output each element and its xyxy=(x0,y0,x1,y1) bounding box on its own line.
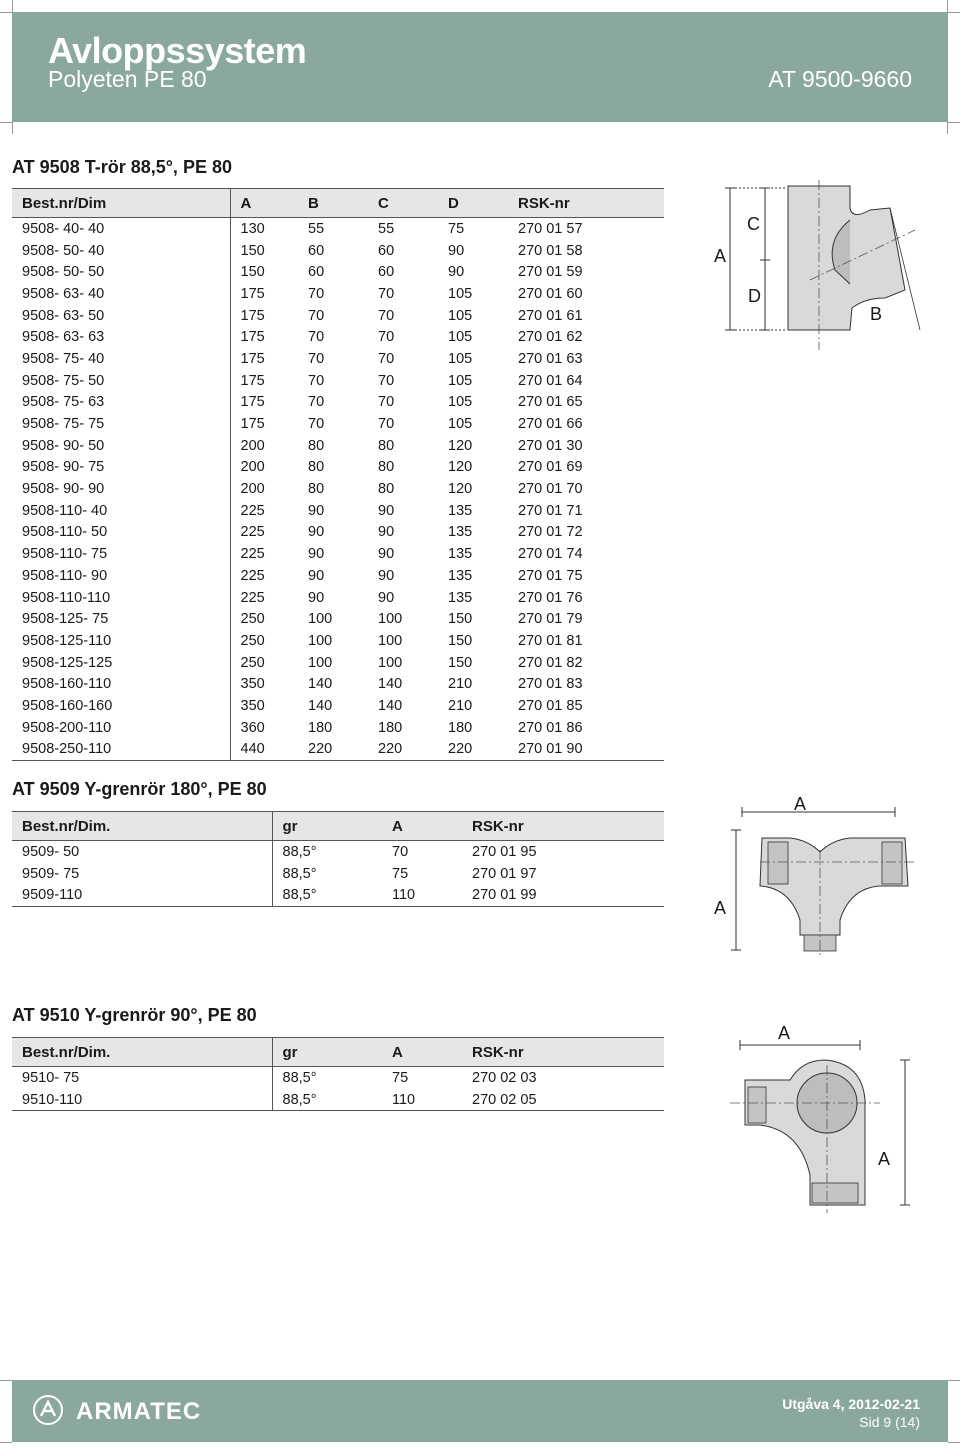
table-row xyxy=(12,370,664,392)
column-header: RSK-nr xyxy=(508,189,664,218)
column-header: Best.nr/Dim xyxy=(12,189,230,218)
table-cell: 80 xyxy=(308,481,325,498)
y-branch-180-table xyxy=(12,811,664,907)
table-cell: 270 01 74 xyxy=(518,546,583,563)
table-cell: 270 01 66 xyxy=(518,416,583,433)
table-cell: 440 xyxy=(230,739,298,761)
crop-mark xyxy=(12,0,13,12)
table-row xyxy=(12,305,664,327)
table-cell: 270 01 59 xyxy=(518,264,583,281)
table-row xyxy=(12,565,664,587)
table-row xyxy=(12,240,664,262)
table-cell: 175 xyxy=(230,305,298,327)
table-cell: 70 xyxy=(378,307,395,324)
crop-mark xyxy=(12,122,13,134)
table-cell: 90 xyxy=(378,502,395,519)
armatec-logo-icon xyxy=(32,1394,64,1426)
table-cell: 175 xyxy=(230,326,298,348)
table-row xyxy=(12,218,664,240)
table-cell: 90 xyxy=(308,546,325,563)
table-cell: 200 xyxy=(230,435,298,457)
table-cell: 9508-200-110 xyxy=(22,719,112,736)
column-header: Best.nr/Dim. xyxy=(12,1038,272,1067)
table-cell: 270 01 65 xyxy=(518,394,583,411)
table-row xyxy=(12,739,664,761)
table-cell: 90 xyxy=(308,524,325,541)
table-cell: 350 xyxy=(230,673,298,695)
table-row xyxy=(12,435,664,457)
document-title: Avloppssystem xyxy=(48,30,307,71)
table-cell: 270 01 60 xyxy=(518,285,583,302)
crop-mark xyxy=(0,1380,12,1381)
table-cell: 105 xyxy=(448,416,473,433)
table-cell: 9508- 75- 40 xyxy=(22,350,105,367)
table-cell: 270 01 81 xyxy=(518,632,583,649)
table-cell: 270 01 79 xyxy=(518,611,583,628)
table-cell: 250 xyxy=(230,608,298,630)
table-cell: 75 xyxy=(392,1069,409,1086)
table-cell: 100 xyxy=(378,654,403,671)
table-cell: 140 xyxy=(378,676,403,693)
table-cell: 135 xyxy=(448,524,473,541)
table-cell: 9508- 90- 90 xyxy=(22,481,105,498)
table-row xyxy=(12,1067,664,1089)
table-row xyxy=(12,630,664,652)
crop-mark xyxy=(0,1442,12,1443)
table-cell: 70 xyxy=(378,372,395,389)
table-cell: 225 xyxy=(230,500,298,522)
column-header: Best.nr/Dim. xyxy=(12,812,272,841)
table-cell: 270 01 57 xyxy=(518,220,583,237)
table-row xyxy=(12,863,664,885)
column-header: RSK-nr xyxy=(462,1038,664,1067)
table-cell: 88,5° xyxy=(272,863,382,885)
table-cell: 105 xyxy=(448,394,473,411)
brand-name: ARMATEC xyxy=(76,1398,202,1425)
table-cell: 70 xyxy=(378,285,395,302)
table-cell: 270 01 97 xyxy=(472,865,537,882)
table-cell: 200 xyxy=(230,457,298,479)
table-cell: 90 xyxy=(308,502,325,519)
table-cell: 70 xyxy=(308,394,325,411)
table-cell: 180 xyxy=(448,719,473,736)
table-cell: 70 xyxy=(308,307,325,324)
table-cell: 80 xyxy=(378,459,395,476)
table-cell: 270 01 99 xyxy=(462,884,664,906)
y-branch-180-drawing xyxy=(700,790,940,960)
table-cell: 270 01 95 xyxy=(472,843,537,860)
table-cell: 9508- 63- 50 xyxy=(22,307,105,324)
table-cell: 150 xyxy=(448,654,473,671)
dimension-label-d: D xyxy=(748,286,761,306)
table-cell: 270 01 63 xyxy=(518,350,583,367)
table-cell: 270 01 72 xyxy=(518,524,583,541)
table-cell: 270 01 76 xyxy=(518,589,583,606)
table-cell: 180 xyxy=(378,719,403,736)
table-cell: 55 xyxy=(378,220,395,237)
crop-mark xyxy=(0,12,12,13)
table-cell: 105 xyxy=(448,285,473,302)
table-cell: 220 xyxy=(438,739,508,761)
table-cell: 135 xyxy=(448,502,473,519)
crop-mark xyxy=(948,122,960,123)
column-header: A xyxy=(230,189,298,218)
table-cell: 110 xyxy=(382,1089,462,1111)
table-cell: 70 xyxy=(308,285,325,302)
table-cell: 250 xyxy=(230,630,298,652)
table-cell: 90 xyxy=(378,524,395,541)
table-cell: 105 xyxy=(448,307,473,324)
table-cell: 75 xyxy=(448,220,465,237)
t-pipe-table xyxy=(12,188,664,761)
y-branch-90-drawing xyxy=(700,1015,940,1215)
table-row xyxy=(12,413,664,435)
table-cell: 60 xyxy=(378,242,395,259)
table-cell: 150 xyxy=(448,611,473,628)
column-header: C xyxy=(368,189,438,218)
table-row xyxy=(12,478,664,500)
table-cell: 70 xyxy=(378,350,395,367)
table-cell: 360 xyxy=(230,717,298,739)
table-cell: 175 xyxy=(230,283,298,305)
table-row xyxy=(12,348,664,370)
table-row xyxy=(12,695,664,717)
table-cell: 270 01 58 xyxy=(518,242,583,259)
table-row xyxy=(12,841,664,863)
table-cell: 250 xyxy=(230,652,298,674)
table-cell: 225 xyxy=(230,587,298,609)
table-cell: 135 xyxy=(448,546,473,563)
table-cell: 9508- 75- 50 xyxy=(22,372,105,389)
table-cell: 75 xyxy=(392,865,409,882)
table-row xyxy=(12,587,664,609)
table-cell: 90 xyxy=(448,264,465,281)
table-cell: 9508-250-110 xyxy=(12,739,230,761)
dimension-label-b: B xyxy=(870,304,883,324)
table-cell: 220 xyxy=(368,739,438,761)
table-cell: 9508- 75- 63 xyxy=(22,394,105,411)
dimension-label-a: A xyxy=(714,246,727,266)
page-footer xyxy=(12,1380,948,1442)
table-cell: 150 xyxy=(448,632,473,649)
table-cell: 110 xyxy=(382,884,462,906)
table-cell: 9508-125-110 xyxy=(22,632,112,649)
table-cell: 100 xyxy=(378,611,403,628)
edition-date: Utgåva 4, 2012-02-21 xyxy=(782,1396,920,1412)
section-title-9508: AT 9508 T-rör 88,5°, PE 80 xyxy=(12,157,232,177)
t-pipe-drawing xyxy=(700,180,940,355)
table-cell: 88,5° xyxy=(272,1067,382,1089)
table-cell: 88,5° xyxy=(272,841,382,863)
table-row xyxy=(12,500,664,522)
table-cell: 90 xyxy=(308,567,325,584)
table-cell: 88,5° xyxy=(272,884,382,906)
table-cell: 100 xyxy=(308,654,333,671)
dimension-label-a-top: A xyxy=(778,1023,791,1043)
page-header xyxy=(12,12,948,122)
table-cell: 270 01 82 xyxy=(518,654,583,671)
table-cell: 9508- 90- 50 xyxy=(22,437,105,454)
table-cell: 9510-110 xyxy=(12,1089,272,1111)
table-cell: 9508- 63- 63 xyxy=(22,329,105,346)
table-cell: 270 01 30 xyxy=(518,437,583,454)
table-cell: 225 xyxy=(230,522,298,544)
table-cell: 70 xyxy=(378,394,395,411)
dimension-label-c: C xyxy=(747,214,760,234)
table-cell: 70 xyxy=(308,329,325,346)
column-header: A xyxy=(382,1038,462,1067)
table-cell: 90 xyxy=(378,546,395,563)
table-cell: 70 xyxy=(308,416,325,433)
table-cell: 270 01 70 xyxy=(518,481,583,498)
table-row xyxy=(12,326,664,348)
table-row xyxy=(12,457,664,479)
table-cell: 180 xyxy=(308,719,333,736)
table-cell: 70 xyxy=(378,416,395,433)
table-cell: 100 xyxy=(378,632,403,649)
table-row xyxy=(12,673,664,695)
table-cell: 150 xyxy=(230,240,298,262)
section-title-9509: AT 9509 Y-grenrör 180°, PE 80 xyxy=(12,779,267,799)
table-cell: 270 01 64 xyxy=(518,372,583,389)
table-cell: 270 01 75 xyxy=(518,567,583,584)
column-header: gr xyxy=(272,812,382,841)
table-cell: 120 xyxy=(448,437,473,454)
table-cell: 120 xyxy=(448,481,473,498)
table-cell: 210 xyxy=(448,697,473,714)
table-cell: 270 01 61 xyxy=(518,307,583,324)
table-cell: 270 01 85 xyxy=(518,697,583,714)
table-cell: 9508- 50- 40 xyxy=(22,242,105,259)
table-cell: 175 xyxy=(230,370,298,392)
table-cell: 80 xyxy=(378,437,395,454)
table-cell: 9508-125-125 xyxy=(22,654,113,671)
table-cell: 210 xyxy=(448,676,473,693)
crop-mark xyxy=(948,12,960,13)
table-row xyxy=(12,261,664,283)
table-row xyxy=(12,543,664,565)
table-row xyxy=(12,884,664,906)
table-cell: 9509- 50 xyxy=(22,843,80,860)
table-cell: 270 02 03 xyxy=(472,1069,537,1086)
table-cell: 150 xyxy=(230,261,298,283)
dimension-label-a-top: A xyxy=(794,794,807,814)
document-subtitle: Polyeten PE 80 xyxy=(48,66,207,92)
table-cell: 60 xyxy=(378,264,395,281)
table-row xyxy=(12,717,664,739)
table-cell: 60 xyxy=(308,264,325,281)
dimension-label-a-side: A xyxy=(714,898,727,918)
table-cell: 9509-110 xyxy=(12,884,272,906)
table-cell: 90 xyxy=(308,589,325,606)
table-cell: 175 xyxy=(230,348,298,370)
table-cell: 9508-160-110 xyxy=(22,676,112,693)
table-cell: 9508-125- 75 xyxy=(22,611,109,628)
table-cell: 9508-110- 90 xyxy=(22,567,108,584)
table-cell: 270 01 86 xyxy=(518,719,583,736)
table-row xyxy=(12,392,664,414)
table-cell: 135 xyxy=(448,567,473,584)
column-header: B xyxy=(298,189,368,218)
table-row xyxy=(12,608,664,630)
table-cell: 140 xyxy=(378,697,403,714)
table-cell: 90 xyxy=(378,567,395,584)
table-cell: 9508-110- 40 xyxy=(22,502,108,519)
table-row xyxy=(12,652,664,674)
table-row xyxy=(12,522,664,544)
table-cell: 100 xyxy=(308,632,333,649)
table-cell: 140 xyxy=(308,697,333,714)
table-cell: 90 xyxy=(378,589,395,606)
table-cell: 270 01 71 xyxy=(518,502,583,519)
product-range-code: AT 9500-9660 xyxy=(768,66,912,92)
crop-mark xyxy=(948,1380,960,1381)
table-cell: 70 xyxy=(378,329,395,346)
table-cell: 130 xyxy=(230,218,298,240)
table-cell: 80 xyxy=(308,437,325,454)
table-row xyxy=(12,283,664,305)
table-cell: 200 xyxy=(230,478,298,500)
table-cell: 9508-110-110 xyxy=(22,589,111,606)
table-cell: 88,5° xyxy=(272,1089,382,1111)
table-cell: 9510- 75 xyxy=(22,1069,80,1086)
table-cell: 225 xyxy=(230,543,298,565)
page-number: Sid 9 (14) xyxy=(859,1414,920,1430)
table-cell: 9508- 75- 75 xyxy=(22,416,105,433)
table-cell: 175 xyxy=(230,392,298,414)
table-cell: 80 xyxy=(378,481,395,498)
table-cell: 140 xyxy=(308,676,333,693)
crop-mark xyxy=(947,122,948,134)
table-cell: 9508-110- 50 xyxy=(22,524,108,541)
table-cell: 100 xyxy=(308,611,333,628)
table-cell: 70 xyxy=(392,843,409,860)
table-cell: 105 xyxy=(448,372,473,389)
table-cell: 175 xyxy=(230,413,298,435)
table-cell: 135 xyxy=(448,589,473,606)
table-cell: 120 xyxy=(448,459,473,476)
table-cell: 9508- 40- 40 xyxy=(22,220,105,237)
table-cell: 55 xyxy=(308,220,325,237)
table-cell: 225 xyxy=(230,565,298,587)
table-cell: 220 xyxy=(298,739,368,761)
column-header: gr xyxy=(272,1038,382,1067)
table-cell: 270 01 69 xyxy=(518,459,583,476)
column-header: D xyxy=(438,189,508,218)
table-cell: 270 02 05 xyxy=(462,1089,664,1111)
crop-mark xyxy=(0,122,12,123)
table-cell: 105 xyxy=(448,329,473,346)
table-cell: 270 01 90 xyxy=(508,739,664,761)
table-cell: 90 xyxy=(448,242,465,259)
table-cell: 270 01 62 xyxy=(518,329,583,346)
crop-mark xyxy=(947,0,948,12)
section-title-9510: AT 9510 Y-grenrör 90°, PE 80 xyxy=(12,1005,257,1025)
table-cell: 9508-160-160 xyxy=(22,697,113,714)
table-cell: 9508- 50- 50 xyxy=(22,264,105,281)
table-row xyxy=(12,1089,664,1111)
table-cell: 9508-110- 75 xyxy=(22,546,108,563)
table-cell: 60 xyxy=(308,242,325,259)
table-cell: 70 xyxy=(308,372,325,389)
table-cell: 9508- 63- 40 xyxy=(22,285,105,302)
dimension-label-a-side: A xyxy=(878,1149,891,1169)
y-branch-90-table xyxy=(12,1037,664,1111)
table-cell: 80 xyxy=(308,459,325,476)
table-cell: 105 xyxy=(448,350,473,367)
column-header: A xyxy=(382,812,462,841)
crop-mark xyxy=(948,1442,960,1443)
table-cell: 70 xyxy=(308,350,325,367)
column-header: RSK-nr xyxy=(462,812,664,841)
table-cell: 270 01 83 xyxy=(518,676,583,693)
table-cell: 9509- 75 xyxy=(22,865,80,882)
table-cell: 9508- 90- 75 xyxy=(22,459,105,476)
table-cell: 350 xyxy=(230,695,298,717)
